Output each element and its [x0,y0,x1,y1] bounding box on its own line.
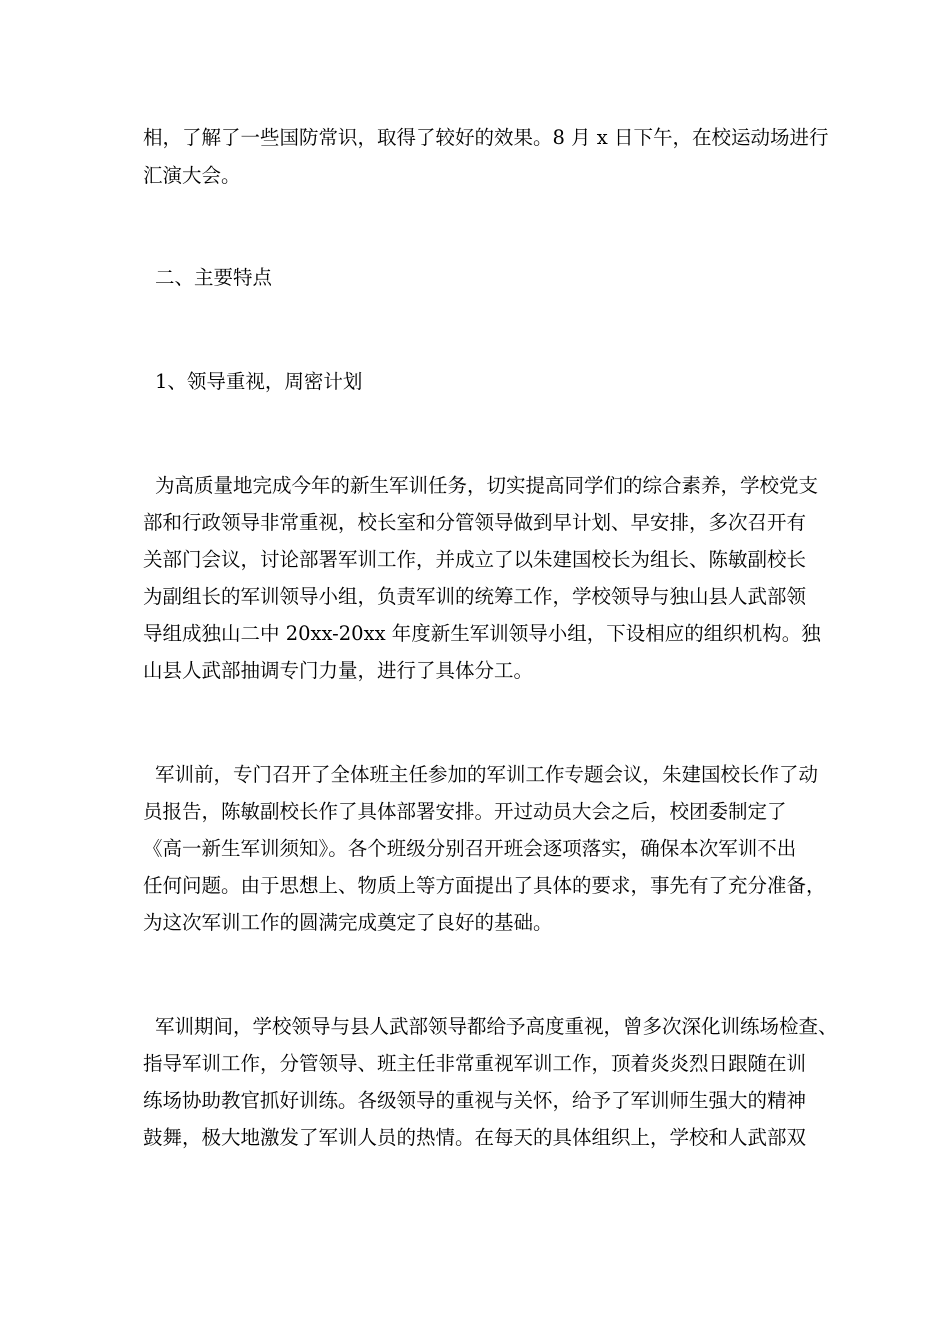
intro-line-2: 汇演大会。 [143,164,241,187]
paragraph-2-line-5: 为这次军训工作的圆满完成奠定了良好的基础。 [143,911,553,934]
paragraph-1-line-1: 为高质量地完成今年的新生军训任务，切实提高同学们的综合素养，学校党支 [155,474,819,497]
paragraph-1-line-6: 山县人武部抽调专门力量，进行了具体分工。 [143,659,534,682]
paragraph-2-line-2: 员报告，陈敏副校长作了具体部署安排。开过动员大会之后，校团委制定了 [143,800,787,823]
subheading: 1、领导重视，周密计划 [155,370,363,393]
section-heading: 二、主要特点 [155,266,273,289]
paragraph-3-line-4: 鼓舞，极大地激发了军训人员的热情。在每天的具体组织上，学校和人武部双 [143,1126,807,1149]
paragraph-3-line-2: 指导军训工作，分管领导、班主任非常重视军训工作，顶着炎炎烈日跟随在训 [143,1052,807,1075]
intro-line-1: 相，了解了一些国防常识，取得了较好的效果。8 月 x 日下午，在校运动场进行 [143,126,829,149]
paragraph-2-line-4: 任何问题。由于思想上、物质上等方面提出了具体的要求，事先有了充分准备， [143,874,826,897]
paragraph-2-line-1: 军训前，专门召开了全体班主任参加的军训工作专题会议，朱建国校长作了动 [155,763,819,786]
paragraph-3-line-3: 练场协助教官抓好训练。各级领导的重视与关怀，给予了军训师生强大的精神 [143,1089,807,1112]
paragraph-1-line-2: 部和行政领导非常重视，校长室和分管领导做到早计划、早安排，多次召开有 [143,511,807,534]
paragraph-1-line-4: 为副组长的军训领导小组，负责军训的统筹工作，学校领导与独山县人武部领 [143,585,807,608]
paragraph-2-line-3: 《高一新生军训须知》。各个班级分别召开班会逐项落实，确保本次军训不出 [143,837,797,860]
paragraph-1-line-3: 关部门会议，讨论部署军训工作，并成立了以朱建国校长为组长、陈敏副校长 [143,548,807,571]
paragraph-3-line-1: 军训期间，学校领导与县人武部领导都给予高度重视，曾多次深化训练场检查、 [155,1015,838,1038]
paragraph-1-line-5: 导组成独山二中 20xx-20xx 年度新生军训领导小组，下设相应的组织机构。独 [143,622,821,645]
